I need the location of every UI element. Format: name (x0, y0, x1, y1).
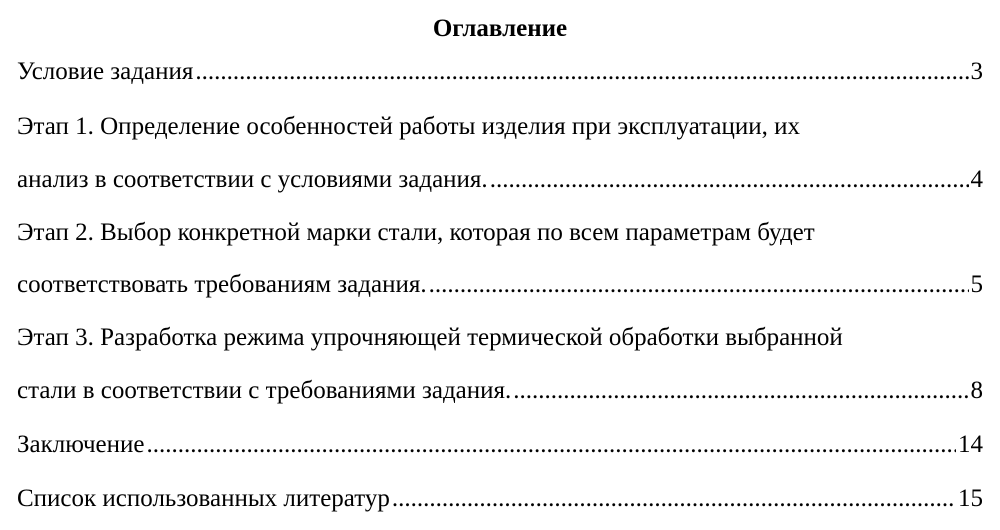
toc-entry-label: анализ в соответствии с условиями задания. (17, 166, 488, 193)
toc-entry-references[interactable] (17, 482, 983, 516)
toc-page-number: 15 (958, 485, 983, 512)
toc-page-number: 3 (970, 58, 983, 85)
toc-dot-leader (513, 374, 968, 408)
toc-entry-stage-2-line-2[interactable] (17, 268, 983, 302)
toc-entry-label: соответствовать требованиям задания. (17, 271, 427, 298)
toc-entry-stage-1-line-1[interactable] (17, 110, 983, 144)
toc-entry-label: Список использованных литератур (17, 485, 390, 512)
toc-entry-stage-1-line-2[interactable] (17, 163, 983, 197)
toc-entry-label: Этап 1. Определение особенностей работы изделия при эксплуатации, их (17, 113, 801, 140)
toc-entry-conclusion[interactable] (17, 428, 983, 462)
toc-title: Оглавление (432, 15, 568, 42)
toc-page-number: 14 (958, 431, 983, 458)
toc-entry-label: Этап 2. Выбор конкретной марки стали, которая по всем параметрам будет (17, 219, 815, 246)
toc-dot-leader (195, 55, 968, 89)
toc-entry-stage-3-line-1[interactable] (17, 321, 983, 355)
toc-entry-label: стали в соответствии с требованиями задания. (17, 377, 512, 404)
toc-entry-conditions[interactable] (17, 55, 983, 89)
toc-entry-stage-3-line-2[interactable] (17, 374, 983, 408)
toc-entry-label: Условие задания (17, 58, 194, 85)
toc-dot-leader (392, 482, 956, 516)
toc-page-number: 4 (970, 166, 983, 193)
toc-entry-label: Заключение (17, 431, 145, 458)
toc-page-number: 8 (970, 377, 983, 404)
toc-dot-leader (429, 268, 969, 302)
toc-entry-stage-2-line-1[interactable] (17, 216, 983, 250)
toc-dot-leader (147, 428, 957, 462)
toc-page-number: 5 (970, 271, 983, 298)
toc-dot-leader (490, 163, 969, 197)
toc-entry-label: Этап 3. Разработка режима упрочняющей термической обработки выбранной (17, 324, 843, 351)
